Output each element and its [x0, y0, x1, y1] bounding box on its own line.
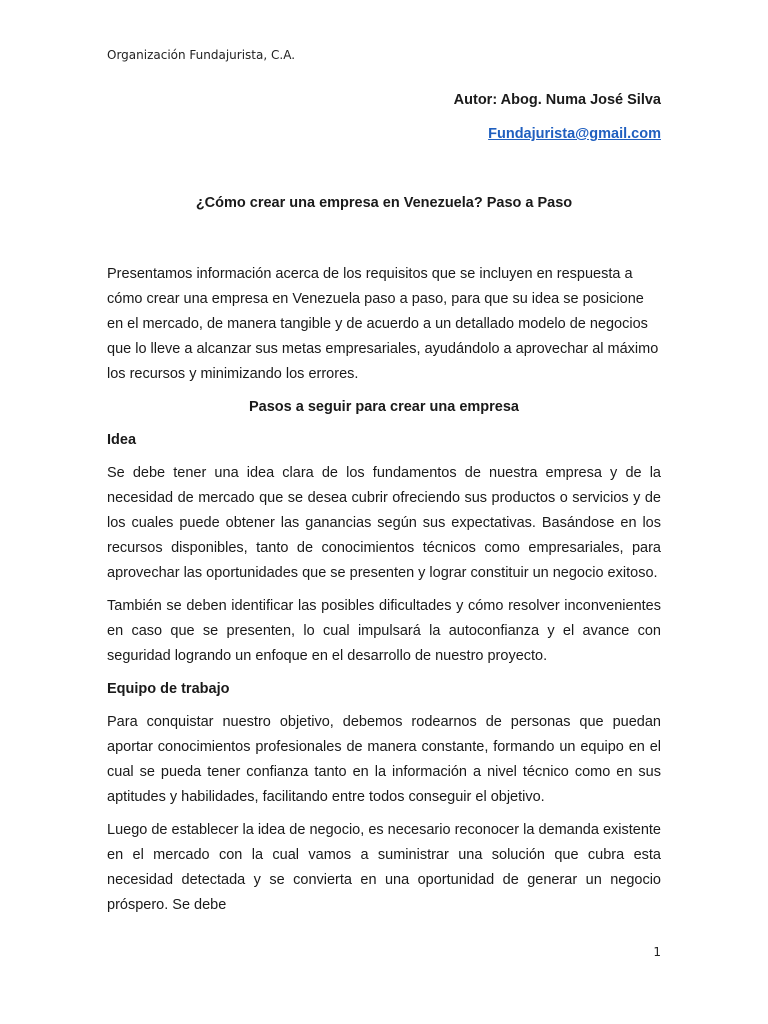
- idea-paragraph-2: También se deben identificar las posibles dificultades y cómo resolver inconvenientes en caso que se presenten, lo cual impulsará la autoconfianza y el avance con seguridad logrando un enfoque en el desarrollo de nuestro proyecto.: [107, 598, 661, 664]
- section-heading-idea: Idea: [107, 432, 137, 448]
- author-line: Autor: Abog. Numa José Silva: [453, 92, 661, 108]
- team-paragraph-1: Para conquistar nuestro objetivo, debemos rodearnos de personas que puedan aportar conocimientos profesionales de manera constante, formando un equipo en el cual se pueda tener confianza tanto en la información a nivel técnico como en sus aptitudes y habilidades, facilitando entre todos conseguir el objetivo.: [107, 714, 661, 805]
- team-paragraph-2: Luego de establecer la idea de negocio, es necesario reconocer la demanda existente en el mercado con la cual vamos a suministrar una solución que cubra esta necesidad detectada y se convierta en una oportunidad de generar un negocio próspero. Se debe: [107, 822, 661, 913]
- idea-paragraph-1: Se debe tener una idea clara de los fundamentos de nuestra empresa y de la necesidad de mercado que se desea cubrir ofreciendo sus productos o servicios y de los cuales puede obtener las ganancias según sus expectativas. Basándose en los recursos disponibles, tanto de conocimientos técnicos como empresariales, para aprovechar las oportunidades que se presenten y lograr constituir un negocio exitoso.: [107, 465, 661, 581]
- section-heading-team: Equipo de trabajo: [107, 681, 230, 697]
- document-title: ¿Cómo crear una empresa en Venezuela? Paso a Paso: [195, 195, 573, 211]
- intro-paragraph: Presentamos información acerca de los requisitos que se incluyen en respuesta a cómo crear una empresa en Venezuela paso a paso, para que su idea se posicione en el mercado, de manera tangible y de acuerdo a un detallado modelo de negocios que lo lleve a alcanzar sus metas empresariales, ayudándolo a aprovechar al máximo los recursos y minimizando los errores.: [107, 266, 659, 382]
- email-link[interactable]: Fundajurista@gmail.com: [488, 126, 661, 142]
- steps-heading: Pasos a seguir para crear una empresa: [248, 399, 519, 415]
- header-organization: Organización Fundajurista, C.A.: [107, 48, 296, 62]
- page-number: 1: [653, 945, 661, 959]
- document-body: [107, 262, 661, 926]
